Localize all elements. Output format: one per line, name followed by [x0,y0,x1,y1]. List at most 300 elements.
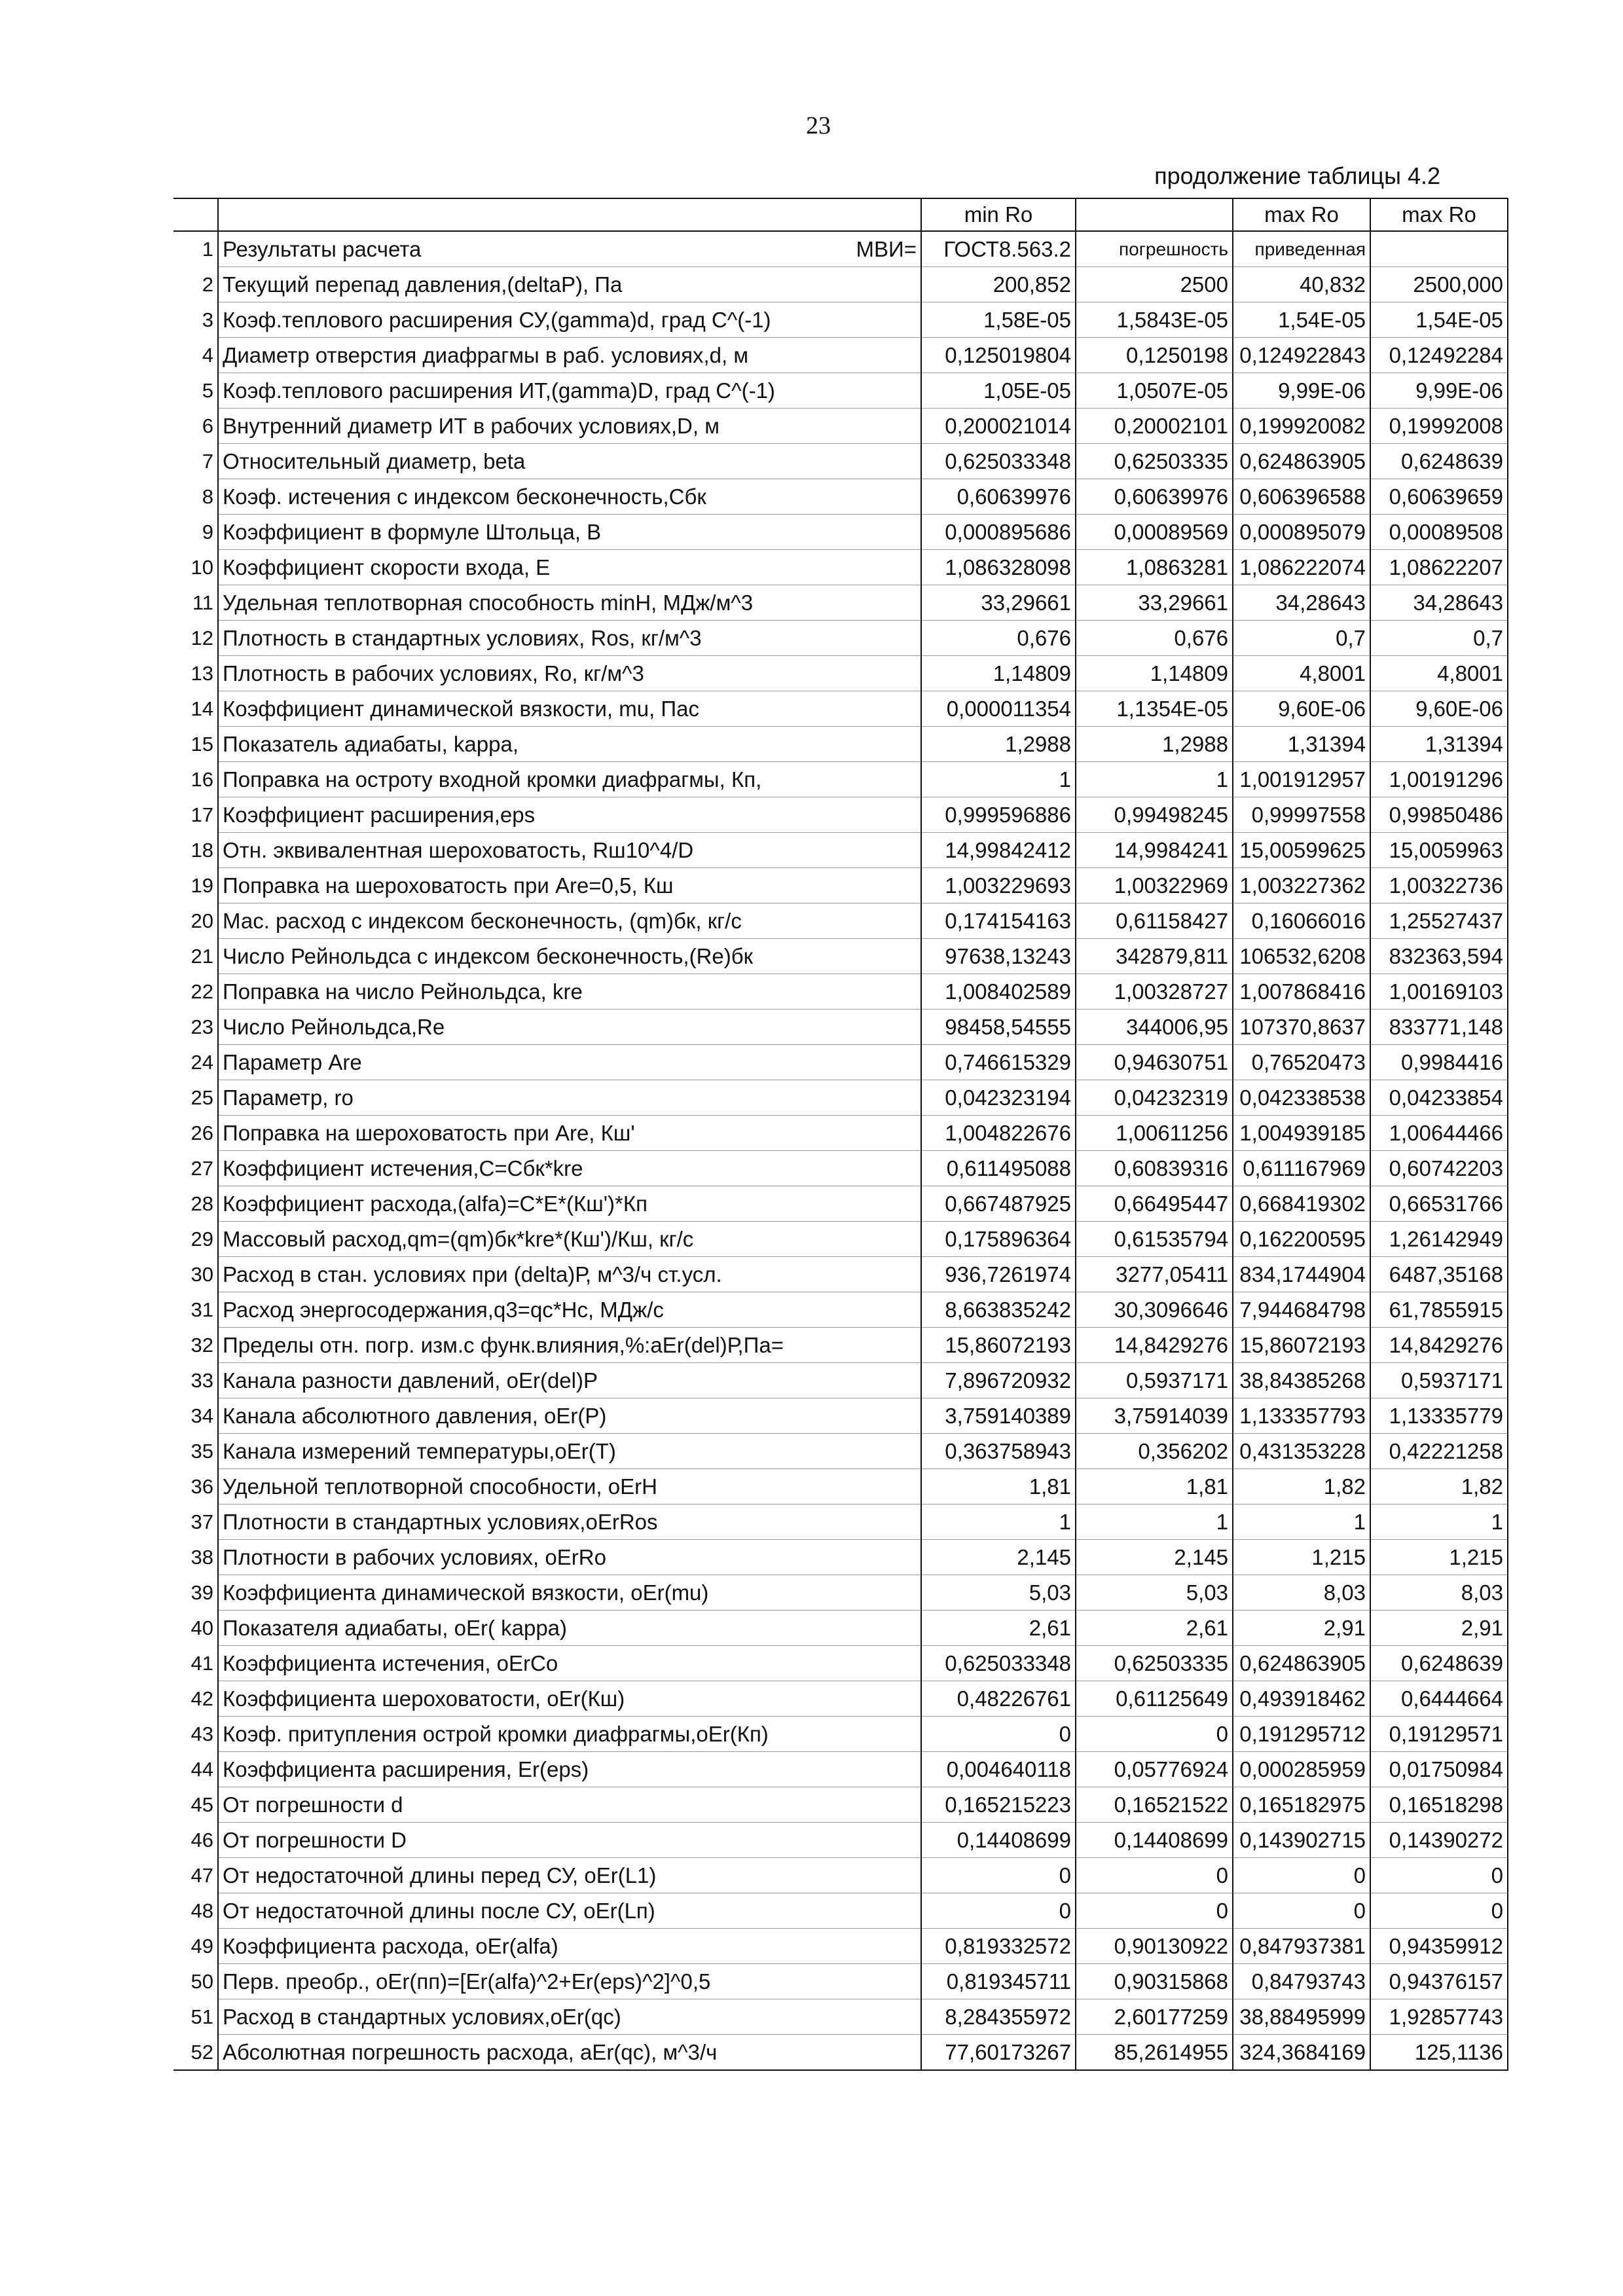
row-number: 48 [191,1899,213,1922]
row-value-v3: 0,191295712 [1233,1717,1370,1752]
row-value-v3: 2,91 [1233,1611,1370,1646]
row-value-v1: 0,999596886 [921,797,1076,833]
row-parameter-name: Канала измерений температуры,оEr(Т) [218,1434,921,1469]
row-parameter-name: Расход в стандартных условиях,oEr(qc) [218,1999,921,2035]
row-value-v2: 344006,95 [1076,1010,1233,1045]
row-value-v1: 1,2988 [921,727,1076,762]
row-value-v3: 0,76520473 [1233,1045,1370,1080]
row-value-v3: 1,31394 [1233,727,1370,762]
row-number: 10 [191,556,213,579]
row-value-v2: 30,3096646 [1076,1292,1233,1328]
row-number: 47 [191,1864,213,1887]
row-number: 28 [191,1192,213,1215]
row-value-v1: 1 [921,1504,1076,1540]
row-value-v1: 5,03 [921,1575,1076,1611]
row-value-v3: 0,162200595 [1233,1222,1370,1257]
row-value-v2: 5,03 [1076,1575,1233,1611]
row-value-v4: 1 [1370,1504,1508,1540]
page-number: 23 [806,112,831,139]
row-parameter-name: Коэф.теплового расширения ИТ,(gamma)D, град С^(-1) [218,373,921,409]
row-value-v4: 0,9984416 [1370,1045,1508,1080]
table-row [173,1151,1508,1186]
row-number: 24 [191,1051,213,1074]
row-parameter-name: Пределы отн. погр. изм.с функ.влияния,%:aEr(del)Р,Па= [218,1328,921,1363]
table-row [173,727,1508,762]
row-value-v1: 200,852 [921,267,1076,302]
table-row [173,1611,1508,1646]
row-value-v2: 1 [1076,762,1233,797]
row-value-v4: 14,8429276 [1370,1328,1508,1363]
row-parameter-name: Коэффициент расширения,eps [218,797,921,833]
row-value-v2: 0,62503335 [1076,444,1233,479]
row-number: 18 [191,839,213,862]
row-value-v2: 1,14809 [1076,656,1233,691]
row-value-v1: 8,663835242 [921,1292,1076,1328]
row-number: 15 [191,733,213,756]
row-number: 34 [191,1404,213,1427]
row-number: 12 [191,627,213,649]
row-value-v1: 1 [921,762,1076,797]
row-value-v4: 8,03 [1370,1575,1508,1611]
row-value-v3: 0,611167969 [1233,1151,1370,1186]
table-row [173,1010,1508,1045]
row-value-v4: 6487,35168 [1370,1257,1508,1292]
row-value-v2: 0,00089569 [1076,515,1233,550]
row-value-v3: 0,84793743 [1233,1964,1370,1999]
row-value-v1: 0 [921,1717,1076,1752]
row-value-v2: 0,676 [1076,621,1233,656]
row-value-v1: 0,819345711 [921,1964,1076,1999]
row-parameter-name: Коэффициента истечения, oErCo [218,1646,921,1681]
row-value-v2: 0,60639976 [1076,479,1233,515]
row-value-v4: 0,16518298 [1370,1787,1508,1823]
header-number-cell [173,198,218,231]
row-value-v2: 0,20002101 [1076,409,1233,444]
row-number: 11 [192,591,213,614]
row-value-v3: 0,847937381 [1233,1929,1370,1964]
row-number: 40 [191,1616,213,1639]
row-value-v3: 0,165182975 [1233,1787,1370,1823]
row-value-v4: 1,00322736 [1370,868,1508,903]
row-parameter-name: Абсолютная погрешность расхода, aEr(qc), м^3/ч [218,2035,921,2071]
row-parameter-name: Число Рейнольдса,Re [218,1010,921,1045]
table-row [173,1257,1508,1292]
row-value-v3: 1,004939185 [1233,1116,1370,1151]
row-value-v4: 0 [1370,1893,1508,1929]
row-value-v4: 0,94376157 [1370,1964,1508,1999]
row-value-v2: 14,9984241 [1076,833,1233,868]
calculation-table [173,198,1508,2071]
row-value-v4: 2,91 [1370,1611,1508,1646]
row-parameter-name: Коэффициент динамической вязкости, mu, Пас [218,691,921,727]
row-value-v1: 0,625033348 [921,1646,1076,1681]
row-value-v4: 9,99E-06 [1370,373,1508,409]
row-value-v4: 0,6248639 [1370,444,1508,479]
row-value-v1: 0,363758943 [921,1434,1076,1469]
row-value-v4: 1,00169103 [1370,974,1508,1010]
row-value-v3: 0,16066016 [1233,903,1370,939]
row-value-v1: 0,746615329 [921,1045,1076,1080]
row-number: 36 [191,1475,213,1498]
row-value-v3: 9,60E-06 [1233,691,1370,727]
table-row [173,1929,1508,1964]
row-value-v2: 0,04232319 [1076,1080,1233,1116]
row-number: 43 [191,1722,213,1745]
row-number: 50 [191,1970,213,1993]
row-parameter-name: Коэффициент в формуле Штольца, В [218,515,921,550]
table-row [173,762,1508,797]
table-row [173,409,1508,444]
row-value-v1: 1,05E-05 [921,373,1076,409]
row-value-v3: 9,99E-06 [1233,373,1370,409]
row-value-v3: 0,199920082 [1233,409,1370,444]
row-value-v4: 1,00644466 [1370,1116,1508,1151]
row-parameter-name: Плотность в рабочих условиях, Ro, кг/м^3 [218,656,921,691]
row-value-v3: 7,944684798 [1233,1292,1370,1328]
row-value-v2: 0,90315868 [1076,1964,1233,1999]
row-value-v3: 107370,8637 [1233,1010,1370,1045]
row-value-v4: 15,0059963 [1370,833,1508,868]
row-value-v4: 0,7 [1370,621,1508,656]
row-value-v3: приведенная [1233,231,1370,267]
table-row [173,903,1508,939]
row-value-v2: 0,356202 [1076,1434,1233,1469]
row-value-v1: 0,000895686 [921,515,1076,550]
row-value-v2: 0,62503335 [1076,1646,1233,1681]
row-number: 39 [191,1581,213,1604]
row-value-v2: 1,00322969 [1076,868,1233,903]
row-value-v3: 1,007868416 [1233,974,1370,1010]
row-parameter-name: Коэффициент расхода,(alfa)=С*Е*(Кш')*Кп [218,1186,921,1222]
row-number: 35 [191,1440,213,1463]
row-number: 45 [191,1793,213,1816]
table-row [173,939,1508,974]
table-row [173,1434,1508,1469]
row-value-v2: 85,2614955 [1076,2035,1233,2071]
header-max-ro-1: max Ro [1233,198,1370,231]
row-value-v4: 0,94359912 [1370,1929,1508,1964]
row-number: 44 [191,1758,213,1781]
row-value-v1: 0,48226761 [921,1681,1076,1717]
row-parameter-name: Поправка на шероховатость при Are, Кш' [218,1116,921,1151]
row-parameter-name: Параметр, ro [218,1080,921,1116]
row-number: 5 [202,379,213,402]
row-value-v3: 834,1744904 [1233,1257,1370,1292]
row-value-v3: 1,086222074 [1233,550,1370,585]
row-value-v2: 1,00611256 [1076,1116,1233,1151]
row-value-v1: 98458,54555 [921,1010,1076,1045]
table-row [173,1363,1508,1398]
table-row [173,1398,1508,1434]
row-value-v1: 0,611495088 [921,1151,1076,1186]
row-value-v2: 3277,05411 [1076,1257,1233,1292]
row-value-v3: 0,042338538 [1233,1080,1370,1116]
row-value-v1: 0,819332572 [921,1929,1076,1964]
row-value-v1: 7,896720932 [921,1363,1076,1398]
row-number: 38 [191,1546,213,1569]
row-value-v4: 0,6248639 [1370,1646,1508,1681]
row-number: 29 [191,1228,213,1250]
table-row [173,1964,1508,1999]
row-parameter-name: Поправка на шероховатость при Are=0,5, Кш [218,868,921,903]
row-value-v3: 0,624863905 [1233,444,1370,479]
row-parameter-name: Коэффициента шероховатости, oEr(Кш) [218,1681,921,1717]
row-number: 8 [202,485,213,508]
row-value-v1: 0,000011354 [921,691,1076,727]
row-value-v2: 0,99498245 [1076,797,1233,833]
row-value-v1: 2,145 [921,1540,1076,1575]
row-value-v1: 1,14809 [921,656,1076,691]
row-number: 20 [191,909,213,932]
table-row [173,338,1508,373]
row-value-v1: 0,14408699 [921,1823,1076,1858]
row-number: 25 [191,1086,213,1109]
row-number: 41 [191,1652,213,1675]
row-number: 31 [191,1298,213,1321]
row-number: 1 [173,231,218,267]
row-value-v2: 1,2988 [1076,727,1233,762]
row-value-v2: 2,60177259 [1076,1999,1233,2035]
row-value-v4: 9,60E-06 [1370,691,1508,727]
row-value-v3: 106532,6208 [1233,939,1370,974]
row-value-v1: 1,58E-05 [921,302,1076,338]
table-row [173,267,1508,302]
row-number: 7 [202,450,213,473]
row-parameter-name: Плотности в рабочих условиях, oErRo [218,1540,921,1575]
header-min-ro: min Ro [921,198,1076,231]
row-value-v1: 0,200021014 [921,409,1076,444]
row-parameter-name: Массовый расход,qm=(qm)бк*kre*(Кш')/Кш, кг/с [218,1222,921,1257]
row-value-v3: 0,624863905 [1233,1646,1370,1681]
table-row [173,1080,1508,1116]
row-number: 13 [191,662,213,685]
row-number: 42 [191,1687,213,1710]
row-value-v4: 0,00089508 [1370,515,1508,550]
row-value-v2: 1,5843E-05 [1076,302,1233,338]
row-value-v1: 0,175896364 [921,1222,1076,1257]
row-value-v2: 1,0863281 [1076,550,1233,585]
table-row [173,1717,1508,1752]
row-value-v1: 936,7261974 [921,1257,1076,1292]
table-row [173,373,1508,409]
row-parameter-name: Текущий перепад давления,(deltaP), Па [218,267,921,302]
header-max-ro-2: max Ro [1370,198,1508,231]
row-value-v1: 0,125019804 [921,338,1076,373]
row-value-v2: 0,14408699 [1076,1823,1233,1858]
row-value-v4: 0,99850486 [1370,797,1508,833]
row-value-v3: 0,000895079 [1233,515,1370,550]
row-value-v4: 1,31394 [1370,727,1508,762]
table-row [173,585,1508,621]
table-header-row [173,198,1508,231]
row-parameter-name: Канала абсолютного давления, оEr(Р) [218,1398,921,1434]
row-value-v4: 1,82 [1370,1469,1508,1504]
row-value-v3: 1,001912957 [1233,762,1370,797]
row-value-v2: 0,90130922 [1076,1929,1233,1964]
row-value-v4: 1,13335779 [1370,1398,1508,1434]
row-value-v3: 0,606396588 [1233,479,1370,515]
table-row [173,1646,1508,1681]
row-parameter-name: Поправка на остроту входной кромки диафрагмы, Кп, [218,762,921,797]
row-value-v1: 0,667487925 [921,1186,1076,1222]
row-parameter-name: Параметр Are [218,1045,921,1080]
row-value-v1: 0,165215223 [921,1787,1076,1823]
row-value-v1: 14,99842412 [921,833,1076,868]
table-row [173,1893,1508,1929]
row-value-v1: 1,003229693 [921,868,1076,903]
row-value-v3: 0,668419302 [1233,1186,1370,1222]
row-value-v4: 833771,148 [1370,1010,1508,1045]
row-value-v2: 1,00328727 [1076,974,1233,1010]
row-value-v1: ГОСТ8.563.2 [921,231,1076,267]
row-value-v3: 40,832 [1233,267,1370,302]
row-value-v3: 0,99997558 [1233,797,1370,833]
row-value-v2: 0,1250198 [1076,338,1233,373]
row-value-v4: 0,04233854 [1370,1080,1508,1116]
table-row [173,515,1508,550]
row-value-v1: 0,174154163 [921,903,1076,939]
row-parameter-name: От недостаточной длины после СУ, oEr(Lп) [218,1893,921,1929]
row-parameter-name: Относительный диаметр, beta [218,444,921,479]
row-value-v4: 0,01750984 [1370,1752,1508,1787]
row-value-v2: 3,75914039 [1076,1398,1233,1434]
row-value-v3: 38,84385268 [1233,1363,1370,1398]
row-value-v2: погрешность [1076,231,1233,267]
row-value-v4: 0,42221258 [1370,1434,1508,1469]
row-parameter-name: От недостаточной длины перед СУ, oEr(L1) [218,1858,921,1893]
table-continuation-caption: продолжение таблицы 4.2 [1154,162,1440,189]
row-value-v3: 1,54E-05 [1233,302,1370,338]
row-value-v2: 1,1354E-05 [1076,691,1233,727]
table-row [173,1858,1508,1893]
row-value-v4: 1,00191296 [1370,762,1508,797]
row-value-v1: 0 [921,1858,1076,1893]
row-value-v4: 4,8001 [1370,656,1508,691]
row-value-v4: 0 [1370,1858,1508,1893]
row-parameter-name: Отн. эквивалентная шероховатость, Rш10^4/D [218,833,921,868]
row-value-v3: 15,00599625 [1233,833,1370,868]
table-row [173,2035,1508,2071]
row-parameter-name: Канала разности давлений, оEr(del)Р [218,1363,921,1398]
row-value-v2: 0,5937171 [1076,1363,1233,1398]
row-value-v4: 1,215 [1370,1540,1508,1575]
row-value-v2: 0,61125649 [1076,1681,1233,1717]
row-number: 22 [191,980,213,1003]
row-value-v2: 0 [1076,1858,1233,1893]
table-row [173,1540,1508,1575]
row-parameter-name: Коэффициент истечения,С=Сбк*kre [218,1151,921,1186]
row-value-v4: 0,19992008 [1370,409,1508,444]
row-value-v1: 33,29661 [921,585,1076,621]
row-number: 3 [202,308,213,331]
row-value-v3: 15,86072193 [1233,1328,1370,1363]
table-row [173,797,1508,833]
row-method-label: МВИ= [856,237,917,261]
row-value-v4: 0,14390272 [1370,1823,1508,1858]
row-number: 19 [191,874,213,897]
row-value-v4: 1,92857743 [1370,1999,1508,2035]
row-parameter-name [218,231,921,267]
row-value-v3: 1,133357793 [1233,1398,1370,1434]
row-value-v1: 97638,13243 [921,939,1076,974]
row-parameter-name: Коэффициента расширения, Er(eps) [218,1752,921,1787]
row-parameter-name: Удельной теплотворной способности, oErH [218,1469,921,1504]
row-number: 16 [191,768,213,791]
row-value-v3: 324,3684169 [1233,2035,1370,2071]
row-value-v3: 0,124922843 [1233,338,1370,373]
row-value-v4: 1,25527437 [1370,903,1508,939]
row-number: 14 [191,697,213,720]
row-parameter-name: Число Рейнольдса с индексом бесконечность,(Re)бк [218,939,921,974]
row-parameter-name: Коэффициента динамической вязкости, oEr(mu) [218,1575,921,1611]
row-number: 27 [191,1157,213,1180]
row-number: 2 [202,273,213,296]
table-row [173,833,1508,868]
row-number: 32 [191,1334,213,1357]
row-value-v1: 3,759140389 [921,1398,1076,1434]
row-value-v1: 0 [921,1893,1076,1929]
row-value-v2: 1,0507E-05 [1076,373,1233,409]
table-row [173,974,1508,1010]
row-value-v4: 0,6444664 [1370,1681,1508,1717]
table-row [173,868,1508,903]
row-value-v3: 38,88495999 [1233,1999,1370,2035]
row-parameter-name: Показателя адиабаты, oEr( kappa) [218,1611,921,1646]
table-row [173,231,1508,267]
table-row [173,656,1508,691]
header-empty [1076,198,1233,231]
table-row [173,1186,1508,1222]
row-value-v1: 1,086328098 [921,550,1076,585]
row-value-v2: 1,81 [1076,1469,1233,1504]
row-number: 46 [191,1829,213,1851]
row-value-v3: 0 [1233,1893,1370,1929]
row-value-v1: 1,008402589 [921,974,1076,1010]
row-value-v4: 832363,594 [1370,939,1508,974]
row-parameter-name: Коэф. истечения с индексом бесконечность,Сбк [218,479,921,515]
row-parameter-name: Удельная теплотворная способность minH, МДж/м^3 [218,585,921,621]
row-value-v3: 1,003227362 [1233,868,1370,903]
table-row [173,1575,1508,1611]
row-parameter-name: Плотность в стандартных условиях, Ros, кг/м^3 [218,621,921,656]
row-number: 30 [191,1263,213,1286]
row-parameter-name: Внутренний диаметр ИТ в рабочих условиях,D, м [218,409,921,444]
row-value-v3: 0 [1233,1858,1370,1893]
row-parameter-name: Поправка на число Рейнольдса, kre [218,974,921,1010]
row-value-v1: 1,004822676 [921,1116,1076,1151]
row-value-v4: 0,12492284 [1370,338,1508,373]
row-value-v2: 0 [1076,1717,1233,1752]
row-value-v1: 0,625033348 [921,444,1076,479]
row-number: 23 [191,1015,213,1038]
row-number: 6 [202,414,213,437]
row-number: 4 [202,344,213,367]
row-value-v3: 1,215 [1233,1540,1370,1575]
row-value-v2: 0,16521522 [1076,1787,1233,1823]
table-row [173,691,1508,727]
row-value-v4: 1,54E-05 [1370,302,1508,338]
row-value-v2: 2,145 [1076,1540,1233,1575]
row-parameter-name: Диаметр отверстия диафрагмы в раб. условиях,d, м [218,338,921,373]
row-value-v3: 0,7 [1233,621,1370,656]
table-row [173,1469,1508,1504]
row-parameter-name: От погрешности d [218,1787,921,1823]
row-value-v4: 1,08622207 [1370,550,1508,585]
row-value-v2: 2500 [1076,267,1233,302]
table-row [173,1787,1508,1823]
table-row [173,1504,1508,1540]
row-parameter-name: От погрешности D [218,1823,921,1858]
